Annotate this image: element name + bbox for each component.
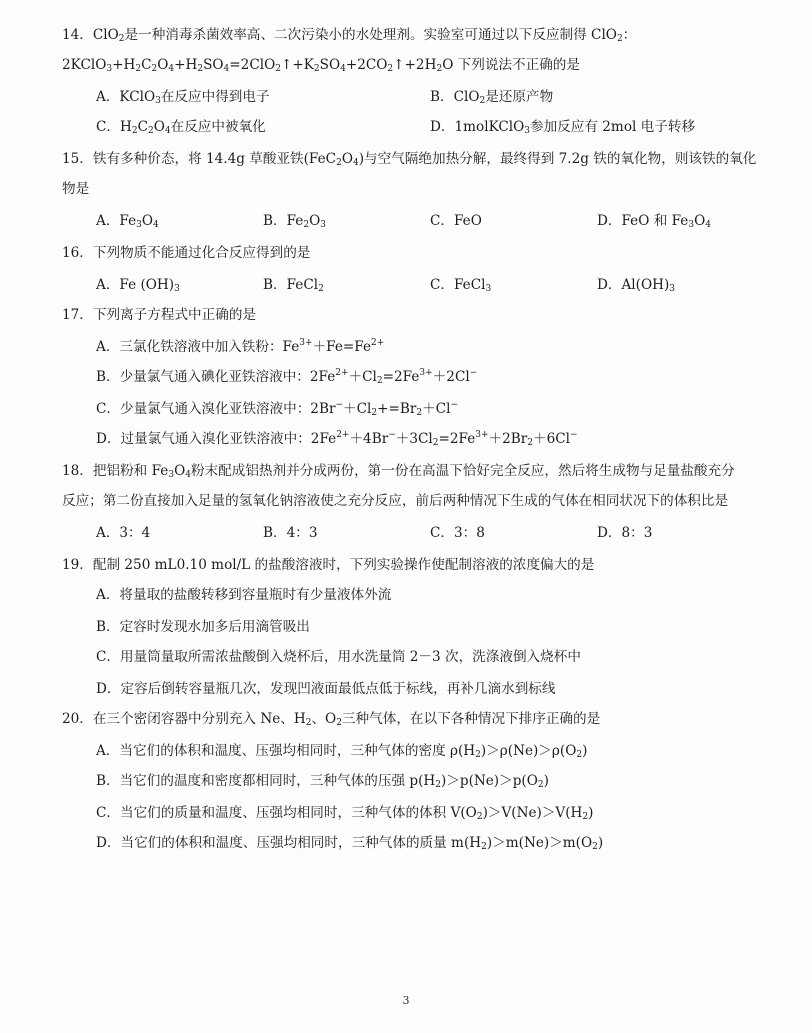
- q16-option-b: B．FeCl$_2$: [263, 277, 324, 294]
- q17-option-c: C．少量氯气通入溴化亚铁溶液中：$2Br^-+Cl_2+=Br_2+Cl^-$: [96, 400, 458, 418]
- q18-option-a: A．3：4: [96, 525, 151, 541]
- q20-stem: 20．在三个密闭容器中分别充入 Ne、$H_2$、$O_2$三种气体，在以下各种情况下排序正确的是: [62, 711, 601, 728]
- q16-option-a: A．Fe $(OH)_3$: [96, 277, 180, 294]
- q16-stem: 16．下列物质不能通过化合反应得到的是: [62, 245, 311, 261]
- q19-option-d: D．定容后倒转容量瓶几次，发现凹液面最低点低于标线，再补几滴水到标线: [96, 681, 556, 697]
- q18-stem-line2: 反应；第二份直接加入足量的氢氧化钠溶液使之充分反应，前后两种情况下生成的气体在相同状况下的体积比是: [62, 493, 729, 509]
- q15-option-d: D．FeO 和 $Fe_3O_4$: [597, 213, 711, 230]
- q14-option-c: C．$H_2C_2O_4$在反应中被氧化: [96, 119, 266, 136]
- q17-option-d: D．过量氯气通入溴化亚铁溶液中：$2Fe^{2+}+4Br^-+3Cl_2=2Fe^{3+}+2Br_2+6Cl^-$: [96, 430, 578, 448]
- q14-option-b: B．ClO$_2$是还原产物: [430, 89, 554, 106]
- q15-option-a: A．$Fe_3O_4$: [96, 213, 159, 230]
- q14-stem: 14．ClO$_2$是一种消毒杀菌效率高、二次污染小的水处理剂。实验室可通过以下反应制得 ClO$_2$：: [62, 27, 637, 44]
- q15-option-b: B．$Fe_2O_3$: [263, 213, 326, 230]
- page-number: 3: [402, 994, 410, 1007]
- q17-option-a: A．三氯化铁溶液中加入铁粉：$Fe^{3+}+Fe=Fe^{2+}$: [96, 338, 385, 355]
- q18-option-c: C．3：8: [430, 525, 485, 541]
- q18-option-b: B．4：3: [263, 525, 318, 541]
- q17-stem: 17．下列离子方程式中正确的是: [62, 307, 257, 323]
- q18-stem-line1: 18．把铝粉和 $Fe_3O_4$粉末配成铝热剂并分成两份，第一份在高温下恰好完全反应，然后将生成物与足量盐酸充分: [62, 463, 735, 480]
- q16-option-d: D．$Al(OH)_3$: [597, 277, 675, 294]
- q20-option-a: A．当它们的体积和温度、压强均相同时，三种气体的密度 $\rho(H_2)>\rho(Ne)>\rho(O_2)$: [96, 743, 588, 760]
- q15-stem-line1: 15．铁有多种价态，将 14.4g 草酸亚铁$(FeC_2O_4)$与空气隔绝加热分解，最终得到 7.2g 铁的氧化物，则该铁的氧化: [62, 151, 757, 168]
- q19-option-a: A．将量取的盐酸转移到容量瓶时有少量液体外流: [96, 587, 392, 603]
- q15-stem-line2: 物是: [62, 181, 90, 197]
- q19-option-b: B．定容时发现水加多后用滴管吸出: [96, 619, 310, 635]
- q14-option-a: A．KClO$_3$在反应中得到电子: [96, 89, 270, 106]
- q20-option-d: D．当它们的体积和温度、压强均相同时，三种气体的质量 $m(H_2)>m(Ne)>m(O_2)$: [96, 835, 604, 852]
- q15-option-c: C．FeO: [430, 213, 482, 229]
- q16-option-c: C．FeCl$_3$: [430, 277, 492, 294]
- q18-option-d: D．8：3: [597, 525, 653, 541]
- q14-option-d: D．1molKClO$_3$参加反应有 2mol 电子转移: [430, 119, 696, 136]
- q19-stem: 19．配制 250 mL0.10 mol/L 的盐酸溶液时，下列实验操作使配制溶液的浓度偏大的是: [62, 557, 595, 573]
- q20-option-c: C．当它们的质量和温度、压强均相同时，三种气体的体积 $V(O_2)>V(Ne)>V(H_2)$: [96, 805, 594, 822]
- q14-equation: $2KClO_3+H_2C_2O_4+H_2SO_4=2ClO_2↑+K_2SO_4+2CO_2↑+2H_2O$ 下列说法不正确的是: [62, 57, 580, 74]
- q20-option-b: B．当它们的温度和密度都相同时，三种气体的压强 $p(H_2)>p(Ne)>p(O_2)$: [96, 773, 549, 790]
- q17-option-b: B．少量氯气通入碘化亚铁溶液中：$2Fe^{2+}+Cl_2=2Fe^{3+}+2Cl^-$: [96, 368, 478, 386]
- q19-option-c: C．用量筒量取所需浓盐酸倒入烧杯后，用水洗量筒 2－3 次，洗涤液倒入烧杯中: [96, 649, 581, 665]
